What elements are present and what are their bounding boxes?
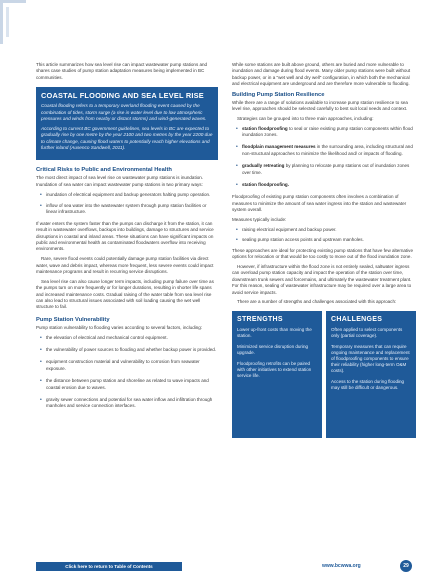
approach-text: in the surrounding area, including structural and non-structural approaches to minimize the likelihood and/ or impacts of flooding. — [242, 144, 413, 156]
list-item: • inundation of electrical equipment and backup generators halting pump operation. — [40, 192, 218, 198]
section-heading-pump-vulnerability: Pump Station Vulnerability — [36, 316, 110, 323]
strengths-box — [232, 311, 322, 438]
challenge-item: Often applied to select components only (partial coverage). — [331, 326, 403, 338]
body-paragraph: Rare, severe flood events could potentially damage pump station facilities via direct water, wave and debris impact, whereas more frequent, less severe events could impact maintenance programs and result in recurring service disruptions. — [36, 256, 214, 274]
list-item: • sealing pump station access points and upstream manholes. — [236, 237, 416, 243]
strength-item: Lower up-front costs than moving the station. — [237, 326, 312, 338]
body-paragraph: There are a number of strengths and challenges associated with this approach: — [237, 299, 397, 305]
right-column — [232, 62, 416, 438]
list-item: • equipment construction material and vulnerability to corrosion from seawater exposure. — [40, 359, 218, 372]
approaches-list — [236, 126, 416, 189]
vulnerability-factors-list — [40, 335, 218, 410]
measures-list — [236, 227, 416, 244]
intro-paragraph: This article summarizes how sea level rise can impact wastewater pump stations and shares case studies of pump station adaptation measures being implemented in BC communities. — [36, 62, 208, 80]
callout-paragraph: Coastal flooding refers to a temporary overland flooding event caused by the combination of tides, storm surge (a rise in water level due to low atmospheric pressures and winds from nearby or distant storms) and wind-generated waves. — [41, 103, 207, 121]
approach-text: to seal or raise existing pump station components within flood inundation zones. — [242, 125, 413, 138]
callout-title: COASTAL FLOODING AND SEA LEVEL RISE — [41, 91, 204, 101]
list-item — [236, 144, 416, 157]
list-item — [236, 126, 416, 139]
section-heading-building-resilience: Building Pump Station Resilience — [232, 91, 325, 98]
list-item — [236, 182, 416, 188]
strength-item: Minimized service disruption during upgrade. — [237, 343, 309, 355]
callout-paragraph: According to current BC government guidelines, sea levels in BC are expected to gradually rise by one metre by the year 2100 and two metres by the year 2200 due to climate change, causing flood waters to potentially reach higher elevations and further inland (Ausenco Sandwell, 2011). — [41, 126, 213, 150]
section-heading-critical-risks: Critical Risks to Public and Environmental Health — [36, 167, 172, 174]
body-paragraph: While there are a range of solutions available to increase pump station resilience to sea level rise, approaches should be selected carefully to best suit local needs and context. — [232, 99, 408, 112]
approach-lead: station floodproofing — [242, 125, 288, 131]
coastal-flooding-callout — [36, 87, 218, 160]
challenge-item: Access to the station during flooding may still be difficult or dangerous. — [331, 379, 405, 391]
body-paragraph: Measures typically include: — [232, 217, 287, 223]
body-paragraph: Floodproofing of existing pump station components often involves a combination of measures to minimize the amount of sea water ingress into the station and wastewater system overall. — [232, 194, 407, 213]
body-paragraph: If water enters the system faster than the pumps can discharge it from the station, it can result in wastewater overflows, backups into buildings, damage to structures and service disruptions in coastal and inland areas. These situations can have significant impacts on public and environmental health as contaminated floodwaters overflow into receiving environments. — [36, 220, 214, 252]
list-item: • inflow of sea water into the wastewater system through pump station facilities or linear infrastructure. — [40, 203, 218, 216]
body-paragraph: Pump station vulnerability to flooding varies according to several factors, including: — [36, 324, 203, 330]
left-column — [36, 62, 218, 416]
strengths-title: STRENGTHS — [237, 315, 283, 323]
strength-item: Floodproofing retrofits can be paired with other initiatives to extend station service life. — [237, 360, 312, 378]
body-paragraph: While some stations are built above ground, others are buried and more vulnerable to inundation and damage during flood events. Many older pump stations were built without backup power, or in a "wet well and dry well" configuration, in which both the mechanical and electrical equipment are underground and are therefore more vulnerable to flooding. — [232, 62, 411, 87]
body-paragraph: Sea level rise can also cause longer term impacts, including pump failure over time as the pumps turn on more frequently or for longer durations, resulting in shorter life spans and increased maintenance costs. Gradual raising of the water table from sea level rise can also lead to structural issues associated with soil loading causing the wet well structure to fail. — [36, 278, 214, 310]
list-item: • the elevation of electrical and mechanical control equipment. — [40, 335, 218, 341]
challenges-box — [326, 311, 416, 438]
inundation-impacts-list — [40, 192, 218, 216]
strengths-challenges-panel — [232, 311, 416, 438]
body-paragraph: However, if infrastructure within the flood zone is not entirely sealed, saltwater ingress can overload pump station capacity and impact the operation of the station over time, downstream trunk sewers and forcemains, and ultimately the wastewater treatment plant. For this reason, sealing of wastewater infrastructure may be required over a large area to avoid service impacts. — [232, 263, 412, 295]
body-paragraph: The most direct impact of sea level rise on wastewater pump stations is inundation. Inundation of sea water can impact wastewater pump stations in two primary ways: — [36, 175, 204, 187]
list-item — [236, 163, 416, 176]
list-item: • the distance between pump station and shoreline as related to wave impacts and coastal erosion due to waves. — [40, 378, 218, 391]
body-paragraph: These approaches are ideal for protecting existing pump stations that have few alternative options for relocation or that would be too costly to move out of the flood inundation zone. — [232, 247, 413, 260]
challenge-item: Temporary measures that can require ongoing maintenance and replacement of floodproofing components to ensure their reliability (higher long-term O&M costs). — [331, 343, 410, 374]
page-number-badge: 29 — [400, 560, 412, 572]
table-of-contents-link[interactable]: Click here to return to Table of Contents — [36, 562, 182, 571]
corner-bracket-decoration — [0, 0, 26, 44]
list-item: • gravity sewer connections and potential for sea water inflow and infiltration through manholes and service connection interfaces. — [40, 397, 218, 410]
approach-text: by planning to relocate pump stations out of inundation zones over time. — [242, 163, 410, 175]
approach-lead: gradually retreating — [242, 163, 285, 169]
list-item: • the vulnerability of power sources to flooding and whether backup power is provided. — [40, 347, 218, 353]
website-url: www.bcwwa.org — [322, 563, 361, 569]
challenges-title: CHALLENGES — [331, 315, 383, 323]
list-item: • raising electrical equipment and backup power. — [236, 227, 416, 233]
body-paragraph: Strategies can be grouped into to three main approaches, including: — [237, 115, 374, 121]
approach-lead: station floodproofing. — [242, 182, 289, 188]
approach-lead: floodplain management measures — [242, 144, 316, 150]
